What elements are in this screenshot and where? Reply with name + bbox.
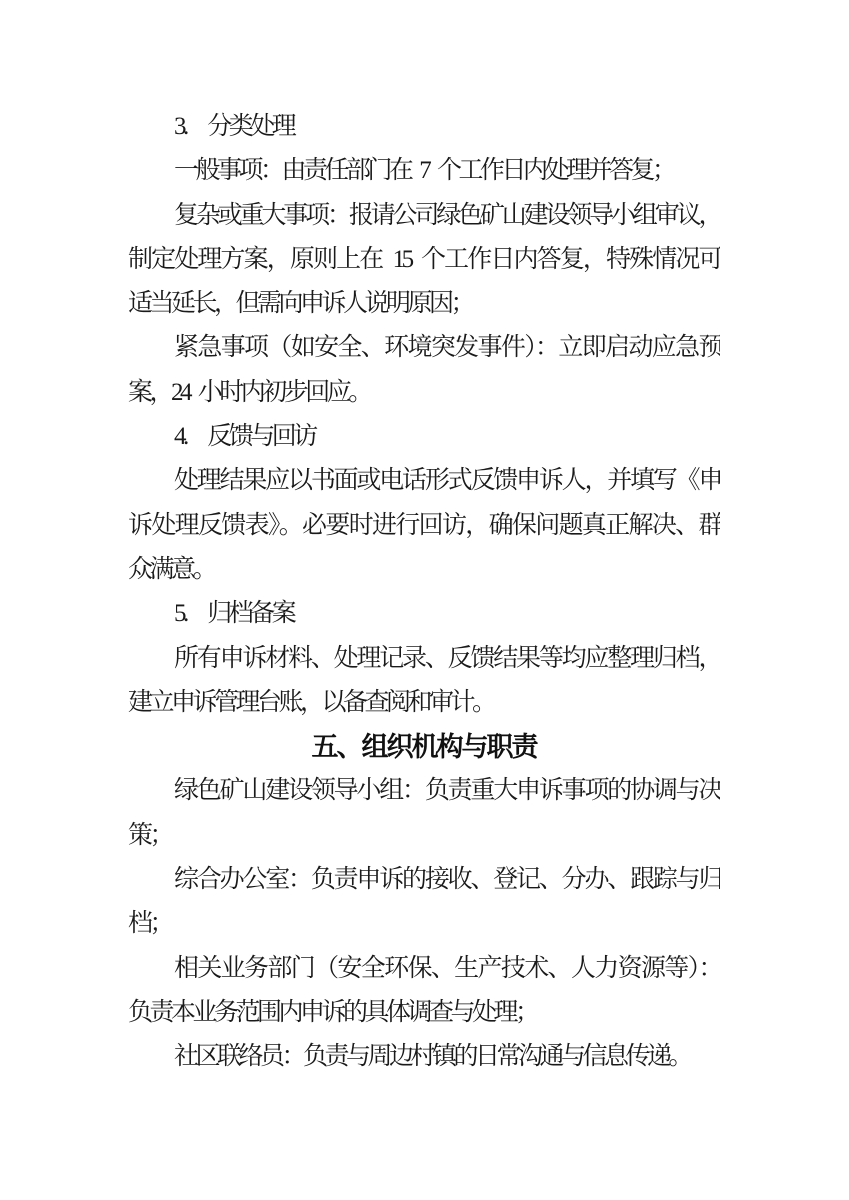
text-line: 所有申诉材料、处理记录、反馈结果等均应整理归档， [174,644,720,672]
text-line: 一般事项：由责任部门在 7 个工作日内处理并答复； [174,157,674,185]
text-line: 4. 反馈与回访 [174,423,315,451]
text-line: 策； [128,821,172,849]
text-line: 绿色矿山建设领导小组：负责重大申诉事项的协调与决 [174,777,720,805]
text-line: 建立申诉管理台账，以备查阅和审计。 [128,688,494,716]
text-line: 负责本业务范围内申诉的具体调查与处理； [128,998,537,1026]
text-line: 适当延长，但需向申诉人说明原因； [128,290,473,318]
text-line: 相关业务部门（安全环保、生产技术、人力资源等）： [174,954,720,982]
text-line: 众满意。 [128,555,215,583]
text-line: 3. 分类处理 [174,113,294,140]
text-line: 制定处理方案，原则上在 15 个工作日内答复，特殊情况可 [128,245,720,273]
document-body [128,105,720,1080]
text-line: 综合办公室：负责申诉的接收、登记、分办、跟踪与归 [174,866,720,894]
text-line: 案，24 小时内初步回应。 [128,378,370,406]
text-line: 档； [128,910,172,938]
text-line: 社区联络员：负责与周边村镇的日常沟通与信息传递。 [174,1043,691,1071]
text-line: 处理结果应以书面或电话形式反馈申诉人，并填写《申 [174,467,720,495]
text-line: 5. 归档备案 [174,600,294,628]
section-heading: 五、组织机构与职责 [311,732,537,763]
text-line: 紧急事项（如安全、环境突发事件）：立即启动应急预 [174,334,720,362]
text-line: 复杂或重大事项：报请公司绿色矿山建设领导小组审议， [174,201,720,229]
text-line: 诉处理反馈表》。必要时进行回访，确保问题真正解决、群 [128,511,720,539]
